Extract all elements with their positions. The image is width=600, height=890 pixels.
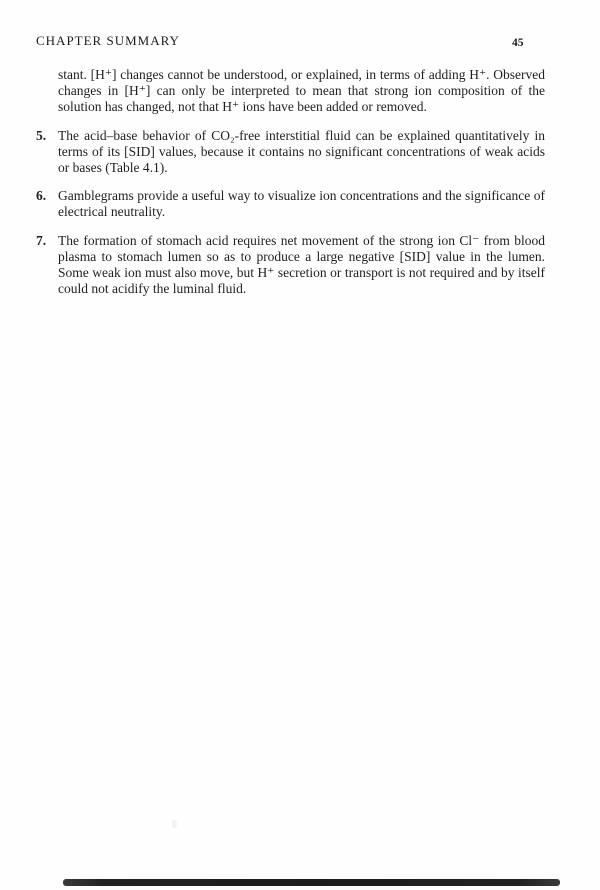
item-text: The acid–base behavior of CO₂-free interstitial fluid can be explained quantitatively in terms of its [SID] values, because it contains no significant concentrations of weak acids or bases (Table 4.1).	[58, 127, 545, 175]
item-number: 5.	[36, 127, 47, 143]
item-text: The formation of stomach acid requires net movement of the strong ion Cl⁻ from blood plasma to stomach lumen so as to produce a large negative [SID] value in the lumen. Some weak ion must also move, but H⁺ secretion or transport is not required and by itself could not acidify the luminal fluid.	[58, 233, 545, 296]
summary-list	[36, 128, 545, 297]
item-number: 6.	[36, 188, 47, 204]
list-item	[36, 128, 545, 176]
scan-speck-artifact	[172, 820, 177, 828]
page-number: 45	[512, 37, 524, 49]
item-text: Gamblegrams provide a useful way to visualize ion concentrations and the significance of electrical neutrality.	[58, 188, 545, 220]
item-number: 7.	[36, 233, 47, 249]
scan-edge-artifact	[63, 879, 560, 886]
list-item	[36, 188, 545, 220]
page-body	[36, 67, 545, 310]
list-item	[36, 233, 545, 297]
continuation-paragraph: stant. [H⁺] changes cannot be understood, or explained, in terms of adding H⁺. Observed changes in [H⁺] can only be interpreted to mean that strong ion composition of the solution has changed, not that H⁺ ions have been added or removed.	[58, 67, 545, 114]
running-head-title: CHAPTER SUMMARY	[36, 33, 180, 48]
